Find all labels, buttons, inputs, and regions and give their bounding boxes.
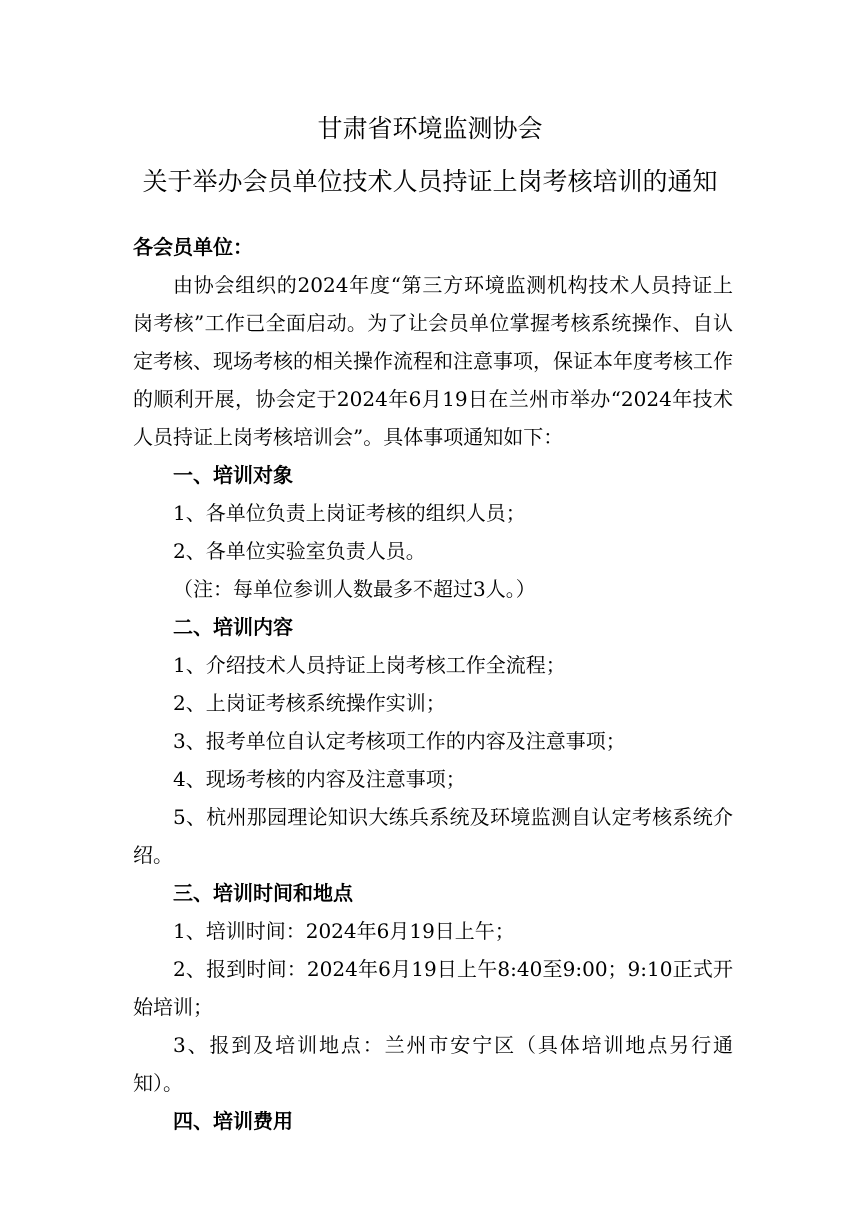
section-heading: 一、培训对象 bbox=[173, 463, 293, 487]
list-item: 1、培训时间：2024年6月19日上午； bbox=[173, 919, 515, 943]
intro-paragraph: 由协会组织的2024年度“第三方环境监测机构技术人员持证上岗考核”工作已全面启动。为了让会员单位掌握考核系统操作、自认定考核、现场考核的相关操作流程和注意事项，保证本年度考核工作的顺利开展，协会定于2024年6月19日在兰州市举办“2024年技术人员持证上岗考核培训会”。具体事项通知如下： bbox=[133, 273, 733, 449]
list-item: 2、各单位实验室负责人员。 bbox=[173, 539, 426, 563]
list-item: 5、杭州那园理论知识大练兵系统及环境监测自认定考核系统介绍。 bbox=[133, 805, 733, 867]
list-item: 2、报到时间：2024年6月19日上午8:40至9:00；9:10正式开始培训； bbox=[133, 957, 733, 1019]
section-heading: 三、培训时间和地点 bbox=[173, 881, 353, 905]
list-item: 4、现场考核的内容及注意事项； bbox=[173, 767, 466, 791]
list-item: 1、介绍技术人员持证上岗考核工作全流程； bbox=[173, 653, 566, 677]
note-item: （注：每单位参训人数最多不超过3人。） bbox=[173, 577, 536, 601]
list-item: 1、各单位负责上岗证考核的组织人员； bbox=[173, 501, 526, 525]
section-heading: 四、培训费用 bbox=[173, 1109, 293, 1133]
notice-body bbox=[133, 228, 733, 1140]
section-heading: 二、培训内容 bbox=[173, 615, 293, 639]
list-item: 3、报考单位自认定考核项工作的内容及注意事项； bbox=[173, 729, 626, 753]
list-item: 3、报到及培训地点：兰州市安宁区（具体培训地点另行通知）。 bbox=[133, 1033, 733, 1095]
notice-title: 关于举办会员单位技术人员持证上岗考核培训的通知 bbox=[142, 167, 718, 196]
list-item: 2、上岗证考核系统操作实训； bbox=[173, 691, 446, 715]
org-title: 甘肃省环境监测协会 bbox=[317, 114, 543, 143]
salutation: 各会员单位： bbox=[133, 235, 253, 259]
